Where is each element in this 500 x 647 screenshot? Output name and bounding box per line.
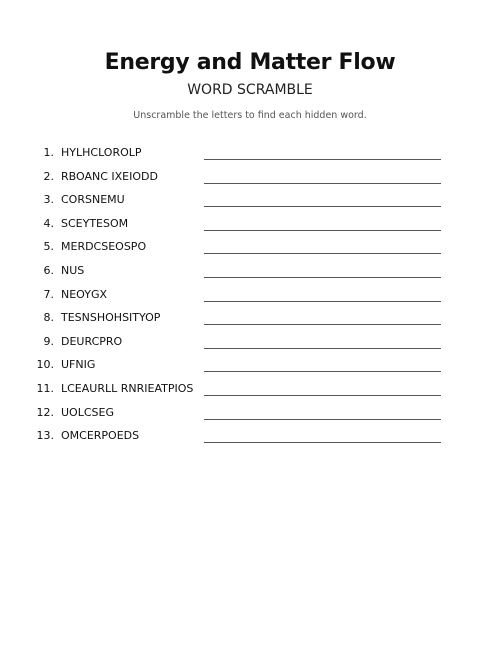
answer-line[interactable] (204, 301, 441, 302)
answer-line[interactable] (204, 277, 441, 278)
worksheet-subtitle: WORD SCRAMBLE (187, 82, 313, 98)
item-number: 7. (43, 287, 54, 301)
scramble-item (0, 334, 500, 358)
answer-line[interactable] (204, 206, 441, 207)
scramble-item (0, 169, 500, 193)
answer-line[interactable] (204, 253, 441, 254)
item-number: 10. (36, 358, 54, 372)
scramble-item (0, 216, 500, 240)
worksheet-instructions: Unscramble the letters to find each hidden word. (133, 110, 367, 121)
item-number: 6. (43, 263, 54, 277)
answer-line[interactable] (204, 395, 441, 396)
item-number: 2. (43, 169, 54, 183)
scrambled-word: RBOANC IXEIODD (61, 169, 158, 183)
scrambled-word: UOLCSEG (61, 405, 114, 419)
scramble-item (0, 239, 500, 263)
scrambled-word: LCEAURLL RNRIEATPIOS (61, 381, 194, 395)
scrambled-word: NEOYGX (61, 287, 108, 301)
worksheet-title: Energy and Matter Flow (104, 50, 396, 75)
scrambled-word: NUS (61, 263, 85, 277)
scramble-item (0, 263, 500, 287)
item-number: 13. (36, 429, 54, 443)
scrambled-word: UFNIG (61, 358, 96, 372)
scramble-item (0, 192, 500, 216)
answer-line[interactable] (204, 371, 441, 372)
item-number: 3. (43, 193, 54, 207)
scrambled-word: OMCERPOEDS (61, 429, 140, 443)
item-number: 9. (43, 334, 54, 348)
scramble-item (0, 428, 500, 452)
scrambled-word: SCEYTESOM (61, 216, 129, 230)
answer-line[interactable] (204, 159, 441, 160)
scrambled-word: TESNSHOHSITYOP (61, 311, 161, 325)
scramble-item (0, 287, 500, 311)
scramble-item (0, 405, 500, 429)
item-number: 5. (43, 240, 54, 254)
item-number: 8. (43, 311, 54, 325)
item-number: 1. (43, 146, 54, 159)
scramble-item (0, 145, 500, 169)
scrambled-word: DEURCPRO (61, 334, 123, 348)
answer-line[interactable] (204, 183, 441, 184)
scrambled-word: MERDCSEOSPO (61, 240, 147, 254)
scramble-item (0, 310, 500, 334)
scramble-item (0, 381, 500, 405)
scramble-item (0, 357, 500, 381)
answer-line[interactable] (204, 348, 441, 349)
answer-line[interactable] (204, 419, 441, 420)
scramble-list (0, 145, 500, 452)
item-number: 4. (43, 216, 54, 230)
scrambled-word: HYLHCLOROLP (61, 146, 142, 159)
item-number: 12. (36, 405, 54, 419)
answer-line[interactable] (204, 230, 441, 231)
item-number: 11. (36, 381, 54, 395)
answer-line[interactable] (204, 442, 441, 443)
answer-line[interactable] (204, 324, 441, 325)
scrambled-word: CORSNEMU (61, 193, 125, 207)
